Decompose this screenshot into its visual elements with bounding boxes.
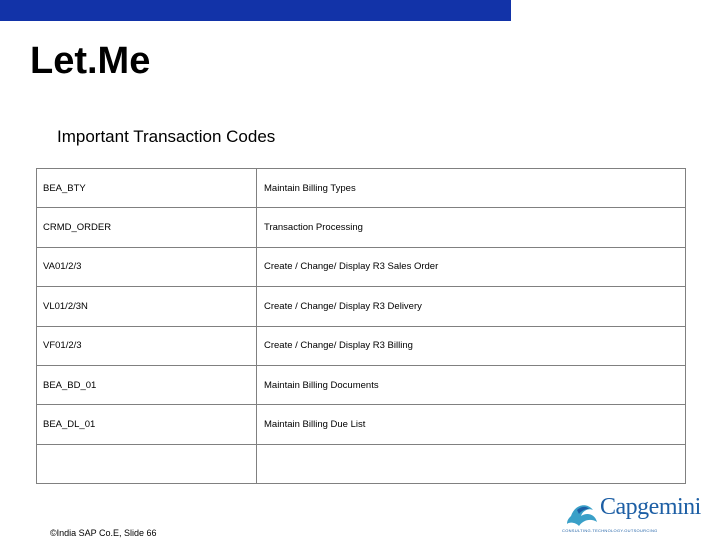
code-cell: BEA_DL_01 <box>37 405 257 444</box>
table-row <box>37 365 686 404</box>
table-row <box>37 247 686 286</box>
description-cell: Maintain Billing Due List <box>257 405 686 444</box>
table-row <box>37 287 686 326</box>
top-accent-bar <box>0 0 511 21</box>
slide-title: Let.Me <box>30 40 151 82</box>
logo-tagline: CONSULTING.TECHNOLOGY.OUTSOURCING <box>562 528 658 533</box>
code-cell: BEA_BTY <box>37 169 257 208</box>
logo-wordmark: Capgemini <box>600 494 701 520</box>
code-cell: VL01/2/3N <box>37 287 257 326</box>
transaction-codes-table <box>36 168 686 484</box>
description-cell <box>257 444 686 483</box>
table-row <box>37 208 686 247</box>
description-cell: Maintain Billing Documents <box>257 365 686 404</box>
table-row <box>37 444 686 483</box>
table-row <box>37 326 686 365</box>
slide-subtitle: Important Transaction Codes <box>57 127 276 146</box>
code-cell: VF01/2/3 <box>37 326 257 365</box>
slide-footer: ©India SAP Co.E, Slide 66 <box>50 528 157 538</box>
description-cell: Create / Change/ Display R3 Delivery <box>257 287 686 326</box>
description-cell: Create / Change/ Display R3 Billing <box>257 326 686 365</box>
description-cell: Create / Change/ Display R3 Sales Order <box>257 247 686 286</box>
code-cell: BEA_BD_01 <box>37 365 257 404</box>
code-cell <box>37 444 257 483</box>
table-row <box>37 169 686 208</box>
description-cell: Transaction Processing <box>257 208 686 247</box>
code-cell: CRMD_ORDER <box>37 208 257 247</box>
description-cell: Maintain Billing Types <box>257 169 686 208</box>
code-cell: VA01/2/3 <box>37 247 257 286</box>
table-row <box>37 405 686 444</box>
